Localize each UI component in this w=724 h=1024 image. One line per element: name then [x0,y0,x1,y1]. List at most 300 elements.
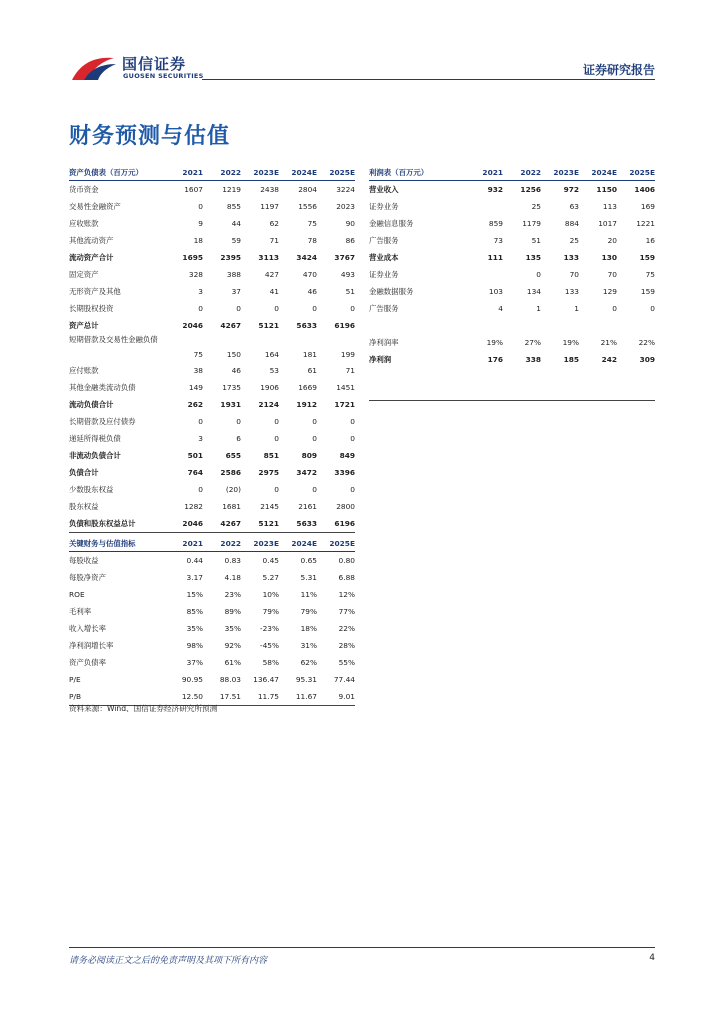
row-label: 证券业务 [369,269,399,279]
cell-value: 859 [488,219,503,228]
cell-value: 3224 [336,185,355,194]
cell-value: 185 [563,355,579,364]
cell-value: 38 [193,366,203,375]
cell-value: 1451 [336,383,355,392]
cell-value: 25 [569,236,579,245]
row-label: 广告服务 [369,235,399,245]
cell-value: 90.95 [181,675,203,684]
cell-value: 79% [300,607,317,616]
cell-value: 25 [531,202,541,211]
cell-value: 90 [345,219,355,228]
table-row [69,396,355,413]
cell-value: 2145 [260,502,279,511]
row-label: P/E [69,674,81,684]
cell-value: 22% [638,338,655,347]
cell-value: 3396 [334,468,355,477]
row-label: 交易性金融资产 [69,201,121,211]
cell-value: 75 [307,219,317,228]
cell-value: 159 [639,253,655,262]
cell-value: 11% [300,590,317,599]
cell-value: 19% [562,338,579,347]
table-title: 利润表（百万元） [369,164,465,181]
year-header: 2023E [541,164,579,181]
cell-value: 37 [231,287,241,296]
cell-value: 1017 [598,219,617,228]
table-row [369,300,655,317]
cell-value: 6 [236,434,241,443]
cell-value: 388 [226,270,241,279]
cell-value: 2046 [165,515,203,533]
cell-value: 28% [338,641,355,650]
row-label: 营业成本 [369,252,399,262]
cell-value: 199 [340,350,355,359]
cell-value: 1607 [184,185,203,194]
cell-value: 15% [186,590,203,599]
table-row [69,603,355,620]
cell-value: 1256 [520,185,541,194]
table-row [69,447,355,464]
cell-value: 493 [340,270,355,279]
table-row [69,413,355,430]
income-statement-bottom-rule [369,400,655,401]
year-header: 2024E [579,164,617,181]
cell-value: 70 [569,270,579,279]
row-label: 广告服务 [369,303,399,313]
cell-value: 4267 [220,321,241,330]
cell-value: 181 [302,350,317,359]
cell-value: 129 [602,287,617,296]
cell-value: 0.83 [224,556,241,565]
page-title: 财务预测与估值 [69,124,231,149]
row-label: 净利润增长率 [69,640,114,650]
table-row [369,266,655,283]
brand-name-cn: 国信证券 [122,55,187,73]
cell-value: 1721 [334,400,355,409]
table-row [369,334,655,351]
row-label: 递延所得税负债 [69,433,121,443]
cell-value: 89% [224,607,241,616]
cell-value: 6196 [317,515,355,533]
cell-value: 63 [569,202,579,211]
cell-value: 5121 [241,515,279,533]
spacer-row [369,317,655,334]
cell-value: 59 [231,236,241,245]
cell-value [465,198,503,215]
cell-value: 2800 [336,502,355,511]
cell-value: 1179 [522,219,541,228]
data-source-note: 资料来源：Wind、国信证券经济研究所预测 [69,704,218,713]
year-header: 2023E [241,164,279,181]
cell-value: 0.80 [338,556,355,565]
table-row [69,317,355,334]
cell-value: 764 [187,468,203,477]
cell-value: 328 [188,270,203,279]
cell-value: 0 [536,270,541,279]
cell-value: 0 [312,434,317,443]
cell-value: 46 [307,287,317,296]
cell-value: 19% [486,338,503,347]
year-header: 2022 [203,164,241,181]
cell-value: 164 [264,350,279,359]
cell-value: 4267 [203,515,241,533]
cell-value: 58% [262,658,279,667]
table-row [369,181,655,199]
cell-value: 21% [600,338,617,347]
page-number: 4 [649,953,655,963]
cell-value: 1221 [636,219,655,228]
cell-value: 0 [198,485,203,494]
cell-value: 9 [198,219,203,228]
row-label: 营业收入 [369,184,399,194]
cell-value: 27% [524,338,541,347]
cell-value: 44 [231,219,241,228]
cell-value: 159 [640,287,655,296]
cell-value: 4 [498,304,503,313]
table-row [69,430,355,447]
cell-value: 11.75 [241,688,279,706]
year-header: 2021 [465,164,503,181]
balance-sheet-body [69,181,355,533]
cell-value: 2161 [298,502,317,511]
cell-value: 0 [274,304,279,313]
table-row [69,283,355,300]
table-row [69,620,355,637]
cell-value: 5633 [279,515,317,533]
cell-value: 1931 [220,400,241,409]
cell-value: 12% [338,590,355,599]
cell-value: 1 [574,304,579,313]
cell-value: 0 [350,417,355,426]
cell-value: 427 [264,270,279,279]
report-type: 证券研究报告 [582,63,655,77]
cell-value: 1 [536,304,541,313]
row-label: 每股净资产 [69,572,106,582]
cell-value: 149 [188,383,203,392]
cell-value: 88.03 [219,675,241,684]
cell-value: 46 [231,366,241,375]
cell-value: 855 [226,202,241,211]
spacer-cell [369,317,655,334]
cell-value: 0 [612,304,617,313]
cell-value: 1219 [222,185,241,194]
table-row [69,498,355,515]
cell-value: 2046 [182,321,203,330]
cell-value: 103 [488,287,503,296]
cell-value: 85% [186,607,203,616]
cell-value: 23% [224,590,241,599]
table-row [69,379,355,396]
cell-value: 37% [186,658,203,667]
cell-value: 5121 [258,321,279,330]
cell-value: 95.31 [295,675,317,684]
cell-value: 0 [274,417,279,426]
cell-value: 1735 [222,383,241,392]
cell-value: 1150 [596,185,617,194]
cell-value: 136.47 [253,675,279,684]
year-header: 2025E [317,164,355,181]
guosen-logo-icon [70,50,118,84]
cell-value: 2438 [260,185,279,194]
cell-value: 0 [312,417,317,426]
row-label: 应付账款 [69,365,99,375]
row-label: 负债合计 [69,467,99,477]
year-header: 2022 [503,164,541,181]
cell-value: 3472 [296,468,317,477]
cell-value: 62% [300,658,317,667]
cell-value: 5.27 [262,573,279,582]
table-row [369,198,655,215]
cell-value: 1695 [182,253,203,262]
row-label: 少数股东权益 [69,484,114,494]
cell-value: 884 [564,219,579,228]
cell-value: 35% [186,624,203,633]
table-row [69,552,355,570]
cell-value: 10% [262,590,279,599]
cell-value: 3 [198,287,203,296]
cell-value: 6.88 [338,573,355,582]
row-label: 股东权益 [69,501,99,511]
cell-value: 53 [269,366,279,375]
cell-value: 61 [307,366,317,375]
table-row [69,362,355,379]
cell-value: 1556 [298,202,317,211]
cell-value: 242 [601,355,617,364]
cell-value: 1282 [184,502,203,511]
row-label: 应收账款 [69,218,99,228]
row-label: 负债和股东权益总计 [69,515,165,533]
table-row [69,181,355,199]
row-label: 长期股权投资 [69,303,114,313]
cell-value: 0 [274,434,279,443]
cell-value: 77% [338,607,355,616]
cell-value: 5633 [296,321,317,330]
table-row [69,464,355,481]
year-header: 2025E [617,164,655,181]
cell-value: 849 [339,451,355,460]
cell-value: 0 [198,304,203,313]
cell-value: 2975 [258,468,279,477]
cell-value: 0 [236,417,241,426]
cell-value: 11.67 [279,688,317,706]
cell-value: 18 [193,236,203,245]
row-label: 资产负债率 [69,657,106,667]
key-metrics-body [69,552,355,706]
cell-value: 130 [601,253,617,262]
cell-value: 135 [525,253,541,262]
cell-value: 0 [274,485,279,494]
table-row [69,249,355,266]
cell-value: 0 [236,304,241,313]
cell-value: 9.01 [317,688,355,706]
cell-value: 73 [493,236,503,245]
disclaimer-text: 请务必阅读正文之后的免责声明及其项下所有内容 [69,956,268,966]
income-statement-table [369,164,655,368]
cell-value: 1406 [634,185,655,194]
cell-value: 1681 [222,502,241,511]
cell-value: 31% [300,641,317,650]
brand-name-en: GUOSEN SECURITIES [123,72,204,80]
cell-value: 4.18 [224,573,241,582]
row-label: 其他金融类流动负债 [69,382,136,392]
cell-value: 71 [345,366,355,375]
cell-value: 20 [607,236,617,245]
cell-value: 0 [312,485,317,494]
table-row [69,481,355,498]
cell-value: 3767 [334,253,355,262]
cell-value: 22% [338,624,355,633]
cell-value: 35% [224,624,241,633]
cell-value: (20) [225,485,241,494]
cell-value: 3424 [296,253,317,262]
row-label: ROE [69,589,85,599]
cell-value: 77.44 [333,675,355,684]
year-header: 2025E [317,535,355,552]
cell-value: 98% [186,641,203,650]
cell-value: 338 [525,355,541,364]
cell-value: 1197 [260,202,279,211]
table-row [69,266,355,283]
cell-value: 134 [526,287,541,296]
table-row [69,654,355,671]
table-row [69,300,355,317]
cell-value: 75 [193,350,203,359]
cell-value: 655 [225,451,241,460]
table-row [369,249,655,266]
cell-value: 18% [300,624,317,633]
footer-divider [69,947,655,948]
table-row [69,637,355,654]
cell-value: 2586 [220,468,241,477]
row-label: 流动负债合计 [69,399,114,409]
table-header-row [69,164,355,181]
cell-value: 62 [269,219,279,228]
cell-value: 41 [269,287,279,296]
cell-value: 0 [198,202,203,211]
cell-value: 169 [640,202,655,211]
row-label: 毛利率 [69,606,92,616]
table-row [369,351,655,368]
cell-value: -45% [259,641,279,650]
cell-value: 932 [487,185,503,194]
cell-value: 55% [338,658,355,667]
table-header-row [69,535,355,552]
cell-value: 75 [645,270,655,279]
cell-value: 2395 [220,253,241,262]
cell-value: 0 [350,485,355,494]
table-row [69,515,355,533]
cell-value: 2804 [298,185,317,194]
cell-value: 79% [262,607,279,616]
row-label: 金融数据服务 [369,286,414,296]
cell-value: 61% [224,658,241,667]
row-label: 固定资产 [69,269,99,279]
cell-value: 470 [302,270,317,279]
row-label: 收入增长率 [69,623,106,633]
cell-value: 0 [350,304,355,313]
table-row [369,215,655,232]
row-label: 短期借款及交易性金融负债 [69,335,158,344]
cell-value: 3113 [258,253,279,262]
cell-value: 16 [645,236,655,245]
table-row [69,586,355,603]
cell-value: 0.44 [186,556,203,565]
table-title: 资产负债表（百万元） [69,164,165,181]
cell-value: 71 [269,236,279,245]
year-header: 2023E [241,535,279,552]
year-header: 2021 [165,535,203,552]
cell-value: 133 [563,253,579,262]
cell-value: 2023 [336,202,355,211]
table-row [69,569,355,586]
table-row [69,215,355,232]
cell-value: 309 [639,355,655,364]
row-label: 无形资产及其他 [69,286,121,296]
cell-value: 0 [312,304,317,313]
table-row [69,671,355,688]
table-title: 关键财务与估值指标 [69,535,165,552]
cell-value: 78 [307,236,317,245]
table-row [69,198,355,215]
row-label: 货币资金 [69,184,99,194]
cell-value: 1906 [260,383,279,392]
cell-value: 2124 [258,400,279,409]
cell-value: 133 [564,287,579,296]
cell-value: 972 [563,185,579,194]
row-label: 证券业务 [369,201,399,211]
table-header-row [369,164,655,181]
table-row [369,283,655,300]
row-label: 其他流动资产 [69,235,114,245]
row-label: 每股收益 [69,555,99,565]
cell-value: 17.51 [203,688,241,706]
year-header: 2021 [165,164,203,181]
cell-value: 809 [301,451,317,460]
cell-value: 851 [263,451,279,460]
cell-value: 51 [531,236,541,245]
table-row [369,232,655,249]
cell-value: 0 [198,417,203,426]
row-label: 流动资产合计 [69,252,114,262]
cell-value: 176 [487,355,503,364]
table-row [69,334,355,362]
row-label: P/B [69,688,165,706]
cell-value: 12.50 [165,688,203,706]
key-metrics-table [69,535,355,706]
cell-value: 86 [345,236,355,245]
cell-value: 70 [607,270,617,279]
cell-value: 501 [187,451,203,460]
income-statement-body [369,181,655,369]
year-header: 2022 [203,535,241,552]
row-label: 净利润率 [369,337,399,347]
cell-value: 111 [487,253,503,262]
cell-value: 5.31 [300,573,317,582]
cell-value: 1912 [296,400,317,409]
row-label: 非流动负债合计 [69,450,121,460]
cell-value: 51 [345,287,355,296]
year-header: 2024E [279,535,317,552]
cell-value: -23% [259,624,279,633]
row-label: 资产总计 [69,320,99,330]
cell-value: 113 [602,202,617,211]
cell-value: 150 [226,350,241,359]
cell-value: 0.45 [262,556,279,565]
cell-value: 0 [350,434,355,443]
table-row [69,232,355,249]
header-divider [202,79,655,80]
cell-value [465,266,503,283]
row-label: 长期借款及应付债券 [69,416,136,426]
